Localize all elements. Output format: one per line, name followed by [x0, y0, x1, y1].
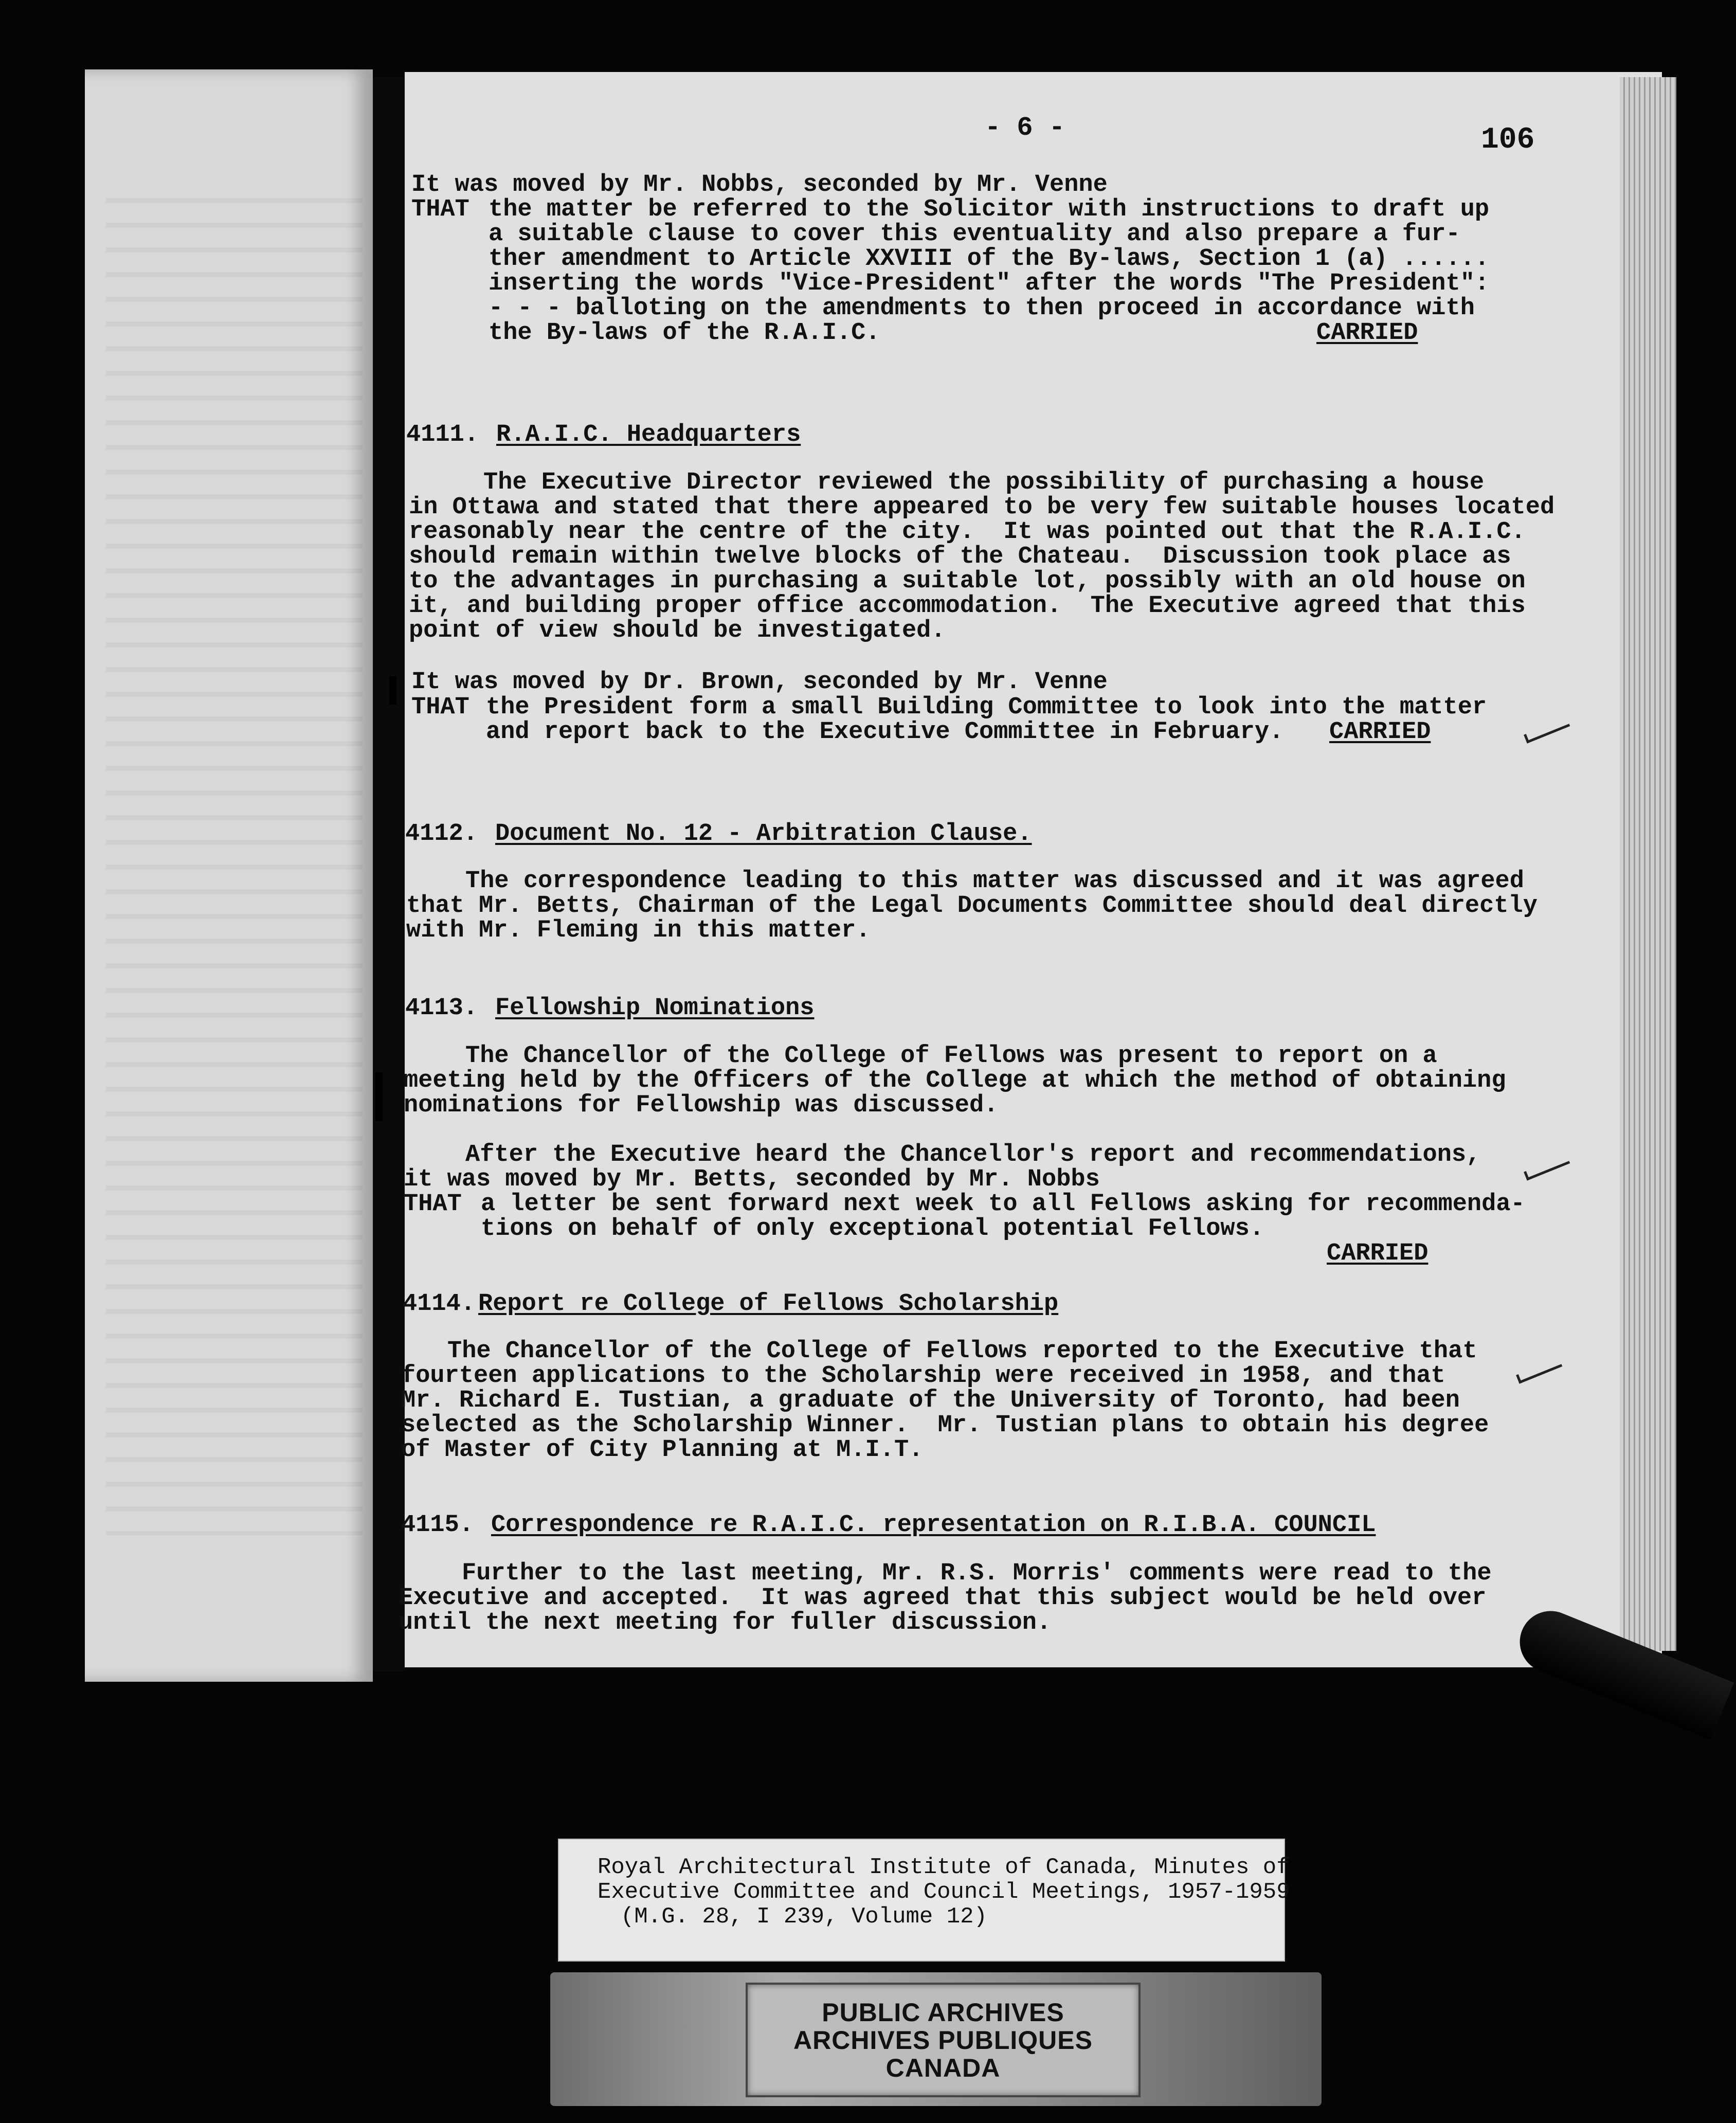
paragraph-line: After the Executive heard the Chancellor's report and recommendations, [465, 1141, 1481, 1168]
paragraph-line: point of view should be investigated. [409, 617, 946, 644]
paragraph-line: Further to the last meeting, Mr. R.S. Morris' comments were read to the [462, 1560, 1492, 1587]
left-facing-page [85, 69, 373, 1682]
paragraph-line: nominations for Fellowship was discussed. [404, 1092, 999, 1119]
motion-line: - - - balloting on the amendments to then proceed in accordance with [489, 295, 1475, 322]
motion-line: ther amendment to Article XXVIII of the By-laws, Section 1 (a) ...... [489, 245, 1490, 273]
page-marker: - 6 - [985, 113, 1065, 143]
minute-number: 4113. [405, 995, 478, 1022]
book-gutter [373, 77, 405, 1671]
paragraph-line: The Executive Director reviewed the possibility of purchasing a house [483, 469, 1485, 496]
archive-caption-card [558, 1839, 1290, 1962]
paragraph-line: should remain within twelve blocks of the Chateau. Discussion took place as [409, 543, 1511, 570]
margin-mark [375, 1072, 383, 1121]
paragraph-line: Mr. Richard E. Tustian, a graduate of the University of Toronto, had been [401, 1387, 1460, 1414]
paragraph-line: fourteen applications to the Scholarship were received in 1958, and that [401, 1362, 1445, 1390]
motion-line: the President form a small Building Committee to look into the matter [486, 694, 1487, 721]
paragraph-line: selected as the Scholarship Winner. Mr. Tustian plans to obtain his degree [401, 1412, 1489, 1439]
stamp-line: PUBLIC ARCHIVES [822, 1998, 1064, 2027]
paragraph-line: until the next meeting for fuller discussion. [399, 1609, 1052, 1636]
motion-line: inserting the words "Vice-President" after the words "The President": [489, 270, 1490, 297]
paragraph-line: The Chancellor of the College of Fellows reported to the Executive that [447, 1338, 1477, 1365]
paragraph-line: of Master of City Planning at M.I.T. [401, 1436, 924, 1464]
paragraph-line: it was moved by Mr. Betts, seconded by Mr. Nobbs [404, 1166, 1100, 1193]
page-number: 106 [1481, 123, 1535, 157]
bleed-through-text [105, 198, 363, 1535]
archives-stamp-strip [550, 1972, 1322, 2106]
section-heading: Fellowship Nominations [495, 995, 815, 1022]
motion-line: It was moved by Mr. Nobbs, seconded by Mr. Venne [411, 171, 1108, 199]
paragraph-line: tions on behalf of only exceptional potential Fellows. [481, 1215, 1264, 1243]
archives-stamp [746, 1983, 1141, 2097]
paragraph-line: reasonably near the centre of the city. It was pointed out that the R.A.I.C. [409, 518, 1526, 546]
section-heading: Report re College of Fellows Scholarship [478, 1290, 1059, 1318]
caption-line: Royal Architectural Institute of Canada, Minutes of [598, 1855, 1290, 1880]
carried-label: CARRIED [1327, 1240, 1428, 1267]
that-label: THAT [404, 1191, 462, 1218]
page-edges [1620, 77, 1676, 1651]
paragraph-line: that Mr. Betts, Chairman of the Legal Documents Committee should deal directly [406, 892, 1538, 920]
stamp-line: CANADA [885, 2053, 1001, 2082]
carried-label: CARRIED [1329, 718, 1431, 746]
paragraph-line: a letter be sent forward next week to all Fellows asking for recommenda- [481, 1191, 1525, 1218]
section-heading: Correspondence re R.A.I.C. representation on R.I.B.A. COUNCIL [491, 1512, 1376, 1539]
paragraph-line: it, and building proper office accommodation. The Executive agreed that this [409, 592, 1526, 620]
that-label: THAT [411, 196, 469, 223]
paragraph-line: in Ottawa and stated that there appeared to be very few suitable houses located [409, 494, 1555, 521]
minute-number: 4111. [406, 421, 479, 448]
paragraph-line: The correspondence leading to this matter was discussed and it was agreed [465, 868, 1524, 895]
motion-line: It was moved by Dr. Brown, seconded by Mr. Venne [411, 669, 1108, 696]
paragraph-line: to the advantages in purchasing a suitable lot, possibly with an old house on [409, 568, 1526, 595]
paragraph-line: Executive and accepted. It was agreed that this subject would be held over [399, 1585, 1487, 1612]
motion-line: the matter be referred to the Solicitor with instructions to draft up [489, 196, 1490, 223]
paragraph-line: meeting held by the Officers of the College at which the method of obtaining [404, 1067, 1506, 1094]
paragraph-line: with Mr. Fleming in this matter. [406, 917, 871, 944]
minute-number: 4112. [405, 820, 478, 848]
motion-line: the By-laws of the R.A.I.C. [489, 319, 880, 347]
that-label: THAT [411, 694, 469, 721]
margin-mark [389, 676, 396, 705]
carried-label: CARRIED [1316, 319, 1418, 347]
caption-line: (M.G. 28, I 239, Volume 12) [621, 1904, 987, 1930]
stamp-line: ARCHIVES PUBLIQUES [793, 2025, 1093, 2055]
section-heading: Document No. 12 - Arbitration Clause. [495, 820, 1032, 848]
minute-number: 4115. [401, 1512, 474, 1539]
minute-number: 4114. [403, 1290, 476, 1318]
section-heading: R.A.I.C. Headquarters [496, 421, 801, 448]
motion-line: and report back to the Executive Committee in February. [486, 718, 1284, 746]
paragraph-line: The Chancellor of the College of Fellows was present to report on a [465, 1042, 1437, 1070]
motion-line: a suitable clause to cover this eventuality and also prepare a fur- [489, 221, 1460, 248]
caption-line: Executive Committee and Council Meetings, 1957-1959 [598, 1879, 1290, 1905]
